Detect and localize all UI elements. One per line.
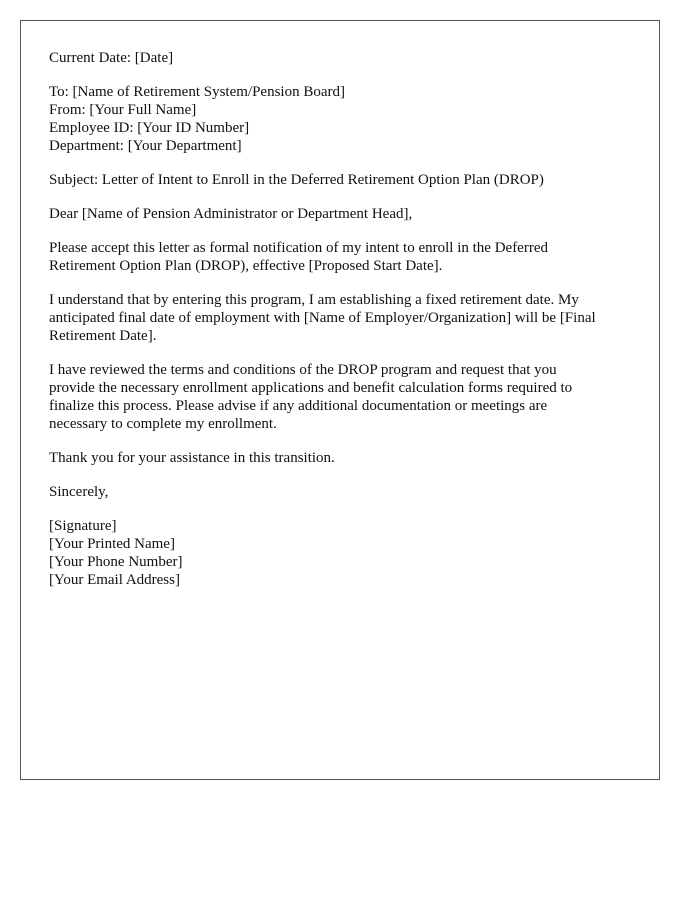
department-line: Department: [Your Department] — [49, 138, 242, 154]
date-line: Current Date: [Date] — [49, 50, 174, 66]
text-line: finalize this process. Please advise if any additional documentation or meetings are — [49, 398, 548, 414]
text-line: I have reviewed the terms and conditions of the DROP program and request that you — [49, 362, 557, 378]
phone-line: [Your Phone Number] — [49, 554, 183, 570]
paragraph-request — [49, 361, 639, 433]
text-line: necessary to complete my enrollment. — [49, 416, 277, 432]
text-line: provide the necessary enrollment applications and benefit calculation forms required to — [49, 380, 573, 396]
thanks-line: Thank you for your assistance in this transition. — [49, 450, 335, 466]
closing: Sincerely, — [49, 484, 109, 500]
salutation: Dear [Name of Pension Administrator or Department Head], — [49, 206, 413, 222]
to-line: To: [Name of Retirement System/Pension Board] — [49, 84, 345, 100]
text-line: Retirement Date]. — [49, 328, 157, 344]
from-line: From: [Your Full Name] — [49, 102, 197, 118]
text-line: Please accept this letter as formal notification of my intent to enroll in the Deferred — [49, 240, 548, 256]
letter-page — [20, 20, 660, 780]
letter-body — [49, 49, 639, 605]
header-block — [49, 83, 639, 155]
email-line: [Your Email Address] — [49, 572, 180, 588]
subject-line: Subject: Letter of Intent to Enroll in the Deferred Retirement Option Plan (DROP) — [49, 172, 544, 188]
printed-name-line: [Your Printed Name] — [49, 536, 175, 552]
signature-block — [49, 517, 639, 589]
paragraph-intent — [49, 239, 639, 275]
text-line: I understand that by entering this program, I am establishing a fixed retirement date. My — [49, 292, 579, 308]
employee-id-line: Employee ID: [Your ID Number] — [49, 120, 250, 136]
paragraph-retirement-date — [49, 291, 639, 345]
signature-line: [Signature] — [49, 518, 117, 534]
text-line: anticipated final date of employment with [Name of Employer/Organization] will be [Final — [49, 310, 596, 326]
text-line: Retirement Option Plan (DROP), effective [Proposed Start Date]. — [49, 258, 443, 274]
